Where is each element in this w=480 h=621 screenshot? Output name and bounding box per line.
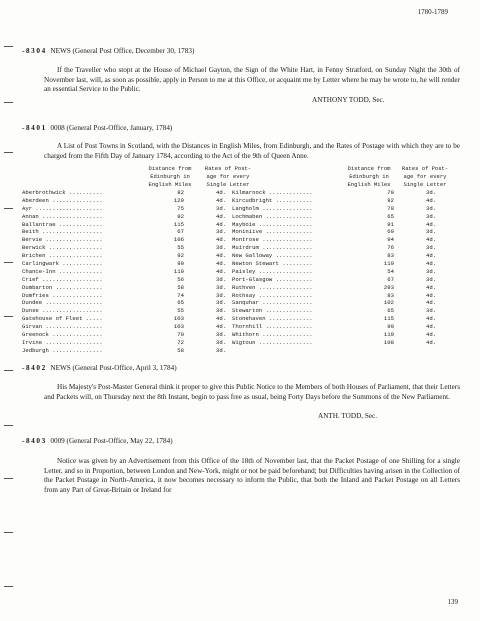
distance-miles: 75 [177, 204, 184, 212]
distance-miles: 92 [387, 196, 394, 204]
postage-rate: 3d. [216, 275, 227, 283]
table-row [22, 189, 242, 197]
table-row [232, 276, 452, 284]
distance-miles: 119 [383, 331, 394, 339]
section-number: -8402 [22, 364, 47, 372]
town-name: Gatehouse of Fleet ..... [22, 315, 103, 323]
distance-miles: 70 [387, 204, 394, 212]
town-name: Greenock ............... [22, 331, 103, 339]
table-row [232, 339, 452, 347]
distance-header: Distance from Edinburgh in English Miles [148, 165, 192, 188]
town-name: Kilmarnock ............. [232, 189, 313, 196]
section-body: Notice was given by an Advertisement from this Office of the 18th of November last, that the Packet Postage of one Shilling for a single Letter, and so in Proportion, between London and New-York, might or not be paid beforehand; but Difficulties having arisen in the Collection of the Packet Postage in North-America, it now becomes necessary to inform the Public, that both the Inland and Packet Postage on all Letters from any Part of Great-Britain or Ireland for [44, 457, 460, 494]
section-number: -8304 [22, 47, 47, 55]
town-name: Moniniive .............. [232, 228, 313, 236]
section-heading [22, 437, 173, 445]
distance-header: Distance from Edinburgh in English Miles [347, 165, 391, 188]
postage-rate: 4d. [426, 315, 437, 323]
table-row [22, 213, 242, 221]
postage-rate: 4d. [426, 291, 437, 299]
town-name: Dumbarton .............. [22, 283, 103, 291]
postage-rate: 3d. [426, 275, 437, 283]
postage-rate: 4d. [426, 323, 437, 331]
town-name: New Galloway ........... [232, 252, 313, 260]
distance-miles: 58 [177, 283, 184, 291]
town-name: Berwick ................ [22, 244, 103, 252]
town-name: Carlingwark ............ [22, 260, 103, 268]
page-number: 139 [447, 598, 458, 606]
section-title: 0008 (General Post-Office, January, 1784) [50, 124, 173, 132]
table-row [22, 323, 242, 331]
distance-miles: 55 [177, 307, 184, 315]
section-title: NEWS (General Post-Office, April 3, 1784) [50, 364, 177, 372]
section-body: His Majesty's Post-Master General think it proper to give this Public Notice to the Members of both Houses of Parliament, that their Letters and Packets will, on Thursday next the 8th Instant, begin to pass free as usual, being Forty Days before the Summons of the New Parliament. [44, 383, 460, 401]
distance-miles: 103 [173, 323, 184, 331]
postage-rate: 3d. [426, 204, 437, 212]
postage-rate: 4d. [216, 212, 227, 220]
signature: ANTH. TODD, Sec. [318, 412, 378, 420]
postage-rate: 3d. [216, 338, 227, 346]
distance-miles: 70 [387, 189, 394, 196]
rate-header: Rates of Post- age for every Single Letter [204, 165, 252, 188]
distance-miles: 115 [383, 315, 394, 323]
town-name: Langholm ............... [232, 204, 313, 212]
distance-miles: 108 [383, 338, 394, 346]
table-row [22, 347, 242, 355]
table-row [232, 323, 452, 331]
postage-rate: 3d. [426, 244, 437, 252]
postage-rate: 4d. [216, 315, 227, 323]
postage-rate: 3d. [426, 228, 437, 236]
town-name: Aberdeen ............... [22, 196, 103, 204]
postage-rate: 4d. [426, 196, 437, 204]
section-number: -8403 [22, 437, 47, 445]
distance-miles: 110 [173, 267, 184, 275]
postage-rate: 3d. [426, 212, 437, 220]
town-name: Annan .................. [22, 212, 103, 220]
town-name: Sanquhar ............... [232, 299, 313, 307]
town-name: Rothsay ................ [232, 291, 313, 299]
postage-rate: 4d. [216, 220, 227, 228]
postage-rate: 3d. [426, 307, 437, 315]
town-name: Thornhill .............. [232, 323, 313, 331]
distance-miles: 115 [173, 220, 184, 228]
town-name: Bervie ................. [22, 236, 103, 244]
town-name: Newton Stewart ......... [232, 260, 313, 268]
town-name: Whithorn ............... [232, 331, 313, 339]
town-name: Stewarton .............. [232, 307, 313, 315]
postage-rate: 4d. [426, 236, 437, 244]
town-name: Brichen ................ [22, 252, 103, 260]
postage-rate: 3d. [216, 244, 227, 252]
postage-rate: 4d. [426, 299, 437, 307]
distance-miles: 106 [173, 236, 184, 244]
table-row [232, 268, 452, 276]
postage-rate: 3d. [216, 291, 227, 299]
town-name: Ruthven ................ [232, 283, 313, 291]
postage-rate: 4d. [426, 338, 437, 346]
table-row [22, 292, 242, 300]
town-name: Muirdrum ............... [232, 244, 313, 252]
postage-rate: 4d. [216, 260, 227, 268]
town-name: Beith .................. [22, 228, 103, 236]
table-row [22, 260, 242, 268]
postal-table-left [22, 189, 242, 355]
table-row [232, 252, 452, 260]
postage-rate: 4d. [216, 252, 227, 260]
distance-miles: 72 [177, 338, 184, 346]
table-row [232, 189, 452, 197]
table-row [232, 315, 452, 323]
signature: ANTHONY TODD, Sec. [312, 96, 385, 104]
postage-rate: 3d. [426, 189, 437, 196]
section-title: NEWS (General Post Office, December 30, 1783) [50, 47, 195, 55]
table-row [232, 307, 452, 315]
table-row [22, 221, 242, 229]
distance-miles: 54 [387, 267, 394, 275]
table-row [232, 221, 452, 229]
town-name: Jedburgh ............... [22, 346, 103, 354]
table-row [22, 315, 242, 323]
postage-rate: 3d. [216, 346, 227, 354]
town-name: Ballantrae ............. [22, 220, 103, 228]
town-name: Crief .................. [22, 275, 103, 283]
distance-miles: 58 [177, 346, 184, 354]
distance-miles: 70 [177, 331, 184, 339]
postage-rate: 3d. [216, 307, 227, 315]
table-row [232, 331, 452, 339]
table-row [22, 276, 242, 284]
town-name: Montrose ............... [232, 236, 313, 244]
distance-miles: 65 [387, 212, 394, 220]
town-name: Dumfries ............... [22, 291, 103, 299]
header-years: 1780-1789 [417, 8, 448, 16]
postage-rate: 4d. [216, 323, 227, 331]
table-row [22, 228, 242, 236]
distance-miles: 92 [177, 212, 184, 220]
town-name: Stonehaven ............. [232, 315, 313, 323]
distance-miles: 103 [173, 315, 184, 323]
table-row [22, 299, 242, 307]
distance-miles: 83 [387, 252, 394, 260]
postage-rate: 4d. [216, 189, 227, 196]
section-body: If the Traveller who stopt at the House of Michael Gayton, the Sign of the White Hart, in Fenny Stratford, on Sunday Night the 30th of November last, will, as soon as possible, apply in Person to me at this Office, or acquaint me by Letter where he may be wrote to, he will render an essential Service to the Public. [44, 66, 460, 94]
table-row [22, 331, 242, 339]
distance-miles: 69 [387, 228, 394, 236]
distance-miles: 90 [387, 323, 394, 331]
town-name: Ayr .................... [22, 204, 103, 212]
town-name: Chance-Inn ............. [22, 267, 103, 275]
table-row [22, 252, 242, 260]
town-name: Mayboie ................ [232, 220, 313, 228]
rate-header: Rates of Post- age for every Single Letter [401, 165, 449, 188]
postage-rate: 4d. [426, 260, 437, 268]
distance-miles: 55 [177, 244, 184, 252]
section-heading [22, 124, 172, 132]
distance-miles: 82 [177, 189, 184, 196]
table-row [232, 228, 452, 236]
town-name: Port-Glasgow ........... [232, 275, 313, 283]
postage-rate: 4d. [426, 331, 437, 339]
table-row [232, 292, 452, 300]
section-heading [22, 47, 194, 55]
table-row [232, 205, 452, 213]
section-body: A List of Post Towns in Scotland, with the Distances in English Miles, from Edinburgh, and the Rates of Postage with which they are to be charged from the Fifth Day of January 1784, according to the Act of the 9th of Queen Anne. [44, 142, 460, 160]
table-row [22, 339, 242, 347]
table-row [22, 268, 242, 276]
postage-rate: 4d. [426, 283, 437, 291]
distance-miles: 102 [383, 299, 394, 307]
table-row [232, 244, 452, 252]
distance-miles: 56 [177, 275, 184, 283]
town-name: Lochmaben .............. [232, 212, 313, 220]
town-name: Dundee ................. [22, 299, 103, 307]
distance-miles: 90 [177, 260, 184, 268]
distance-miles: 92 [177, 252, 184, 260]
table-row [232, 284, 452, 292]
distance-miles: 76 [387, 244, 394, 252]
table-row [22, 244, 242, 252]
table-row [22, 307, 242, 315]
postage-rate: 3d. [216, 204, 227, 212]
postage-rate: 3d. [426, 267, 437, 275]
postage-rate: 3d. [216, 283, 227, 291]
distance-miles: 67 [387, 275, 394, 283]
town-name: Paisley ................ [232, 267, 313, 275]
table-row [22, 205, 242, 213]
section-heading [22, 364, 177, 372]
table-row [232, 236, 452, 244]
distance-miles: 129 [173, 196, 184, 204]
postage-rate: 4d. [216, 196, 227, 204]
distance-miles: 65 [177, 299, 184, 307]
postage-rate: 4d. [426, 220, 437, 228]
section-number: -8401 [22, 124, 47, 132]
town-name: Dunse .................. [22, 307, 103, 315]
table-row [232, 299, 452, 307]
postage-rate: 4d. [216, 236, 227, 244]
town-name: Aberbrothwick .......... [22, 189, 103, 196]
postage-rate: 3d. [216, 331, 227, 339]
postage-rate: 3d. [216, 228, 227, 236]
distance-miles: 74 [177, 291, 184, 299]
table-row [232, 260, 452, 268]
town-name: Wigtoun ................ [232, 338, 313, 346]
distance-miles: 67 [177, 228, 184, 236]
distance-miles: 293 [383, 283, 394, 291]
table-row [232, 213, 452, 221]
distance-miles: 119 [383, 260, 394, 268]
table-row [22, 197, 242, 205]
table-row [22, 284, 242, 292]
postal-table-right [232, 189, 452, 347]
table-row [232, 197, 452, 205]
town-name: Irvine ................. [22, 338, 103, 346]
distance-miles: 83 [387, 291, 394, 299]
postage-rate: 3d. [216, 299, 227, 307]
postage-rate: 4d. [216, 267, 227, 275]
town-name: Kircudbright ........... [232, 196, 313, 204]
distance-miles: 94 [387, 236, 394, 244]
distance-miles: 91 [387, 220, 394, 228]
table-row [22, 236, 242, 244]
section-title: 0009 (General Post-Office, May 22, 1784) [50, 437, 173, 445]
postage-rate: 4d. [426, 252, 437, 260]
distance-miles: 65 [387, 307, 394, 315]
town-name: Girvan ................. [22, 323, 103, 331]
